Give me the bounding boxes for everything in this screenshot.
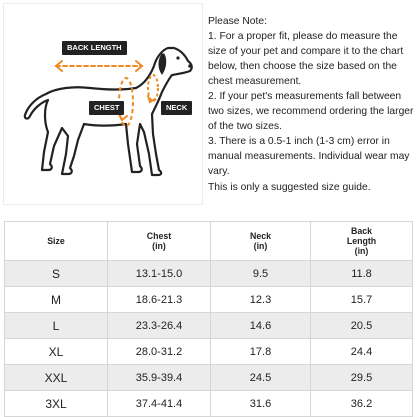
note-measurement-error: 3. There is a 0.5-1 inch (1-3 cm) error in manual measurements. Individual wear may vary. xyxy=(208,136,410,178)
cell-neck: 14.6 xyxy=(211,313,311,339)
cell-neck: 9.5 xyxy=(211,261,311,287)
table-row xyxy=(5,261,413,287)
header-back-length: Back Length (in) xyxy=(311,222,413,261)
table-header-row xyxy=(5,222,413,261)
header-size: Size xyxy=(5,222,108,261)
cell-neck: 12.3 xyxy=(211,287,311,313)
note-between-sizes: 2. If your pet's measurements fall between two sizes, we recommend ordering the larger of the two sizes. xyxy=(208,91,414,133)
header-neck: Neck (in) xyxy=(211,222,311,261)
note-suggested-guide: This is only a suggested size guide. xyxy=(208,181,371,193)
cell-back-length: 11.8 xyxy=(311,261,413,287)
cell-size: S xyxy=(5,261,108,287)
cell-chest: 37.4-41.4 xyxy=(108,391,211,417)
cell-back-length: 29.5 xyxy=(311,365,413,391)
cell-back-length: 20.5 xyxy=(311,313,413,339)
cell-chest: 23.3-26.4 xyxy=(108,313,211,339)
neck-label: NECK xyxy=(161,101,192,115)
size-chart-table xyxy=(4,221,413,417)
table-row xyxy=(5,339,413,365)
size-notes xyxy=(208,14,414,195)
notes-heading: Please Note: xyxy=(208,16,267,27)
back-length-label: BACK LENGTH xyxy=(62,41,127,55)
cell-size: XXL xyxy=(5,365,108,391)
measurement-diagram xyxy=(3,3,203,205)
cell-size: M xyxy=(5,287,108,313)
chest-label: CHEST xyxy=(89,101,124,115)
cell-size: XL xyxy=(5,339,108,365)
cell-neck: 31.6 xyxy=(211,391,311,417)
cell-back-length: 36.2 xyxy=(311,391,413,417)
cell-neck: 24.5 xyxy=(211,365,311,391)
table-row xyxy=(5,287,413,313)
cell-chest: 35.9-39.4 xyxy=(108,365,211,391)
table-row xyxy=(5,391,413,417)
cell-back-length: 24.4 xyxy=(311,339,413,365)
cell-back-length: 15.7 xyxy=(311,287,413,313)
table-row xyxy=(5,313,413,339)
header-chest: Chest (in) xyxy=(108,222,211,261)
cell-size: 3XL xyxy=(5,391,108,417)
table-row xyxy=(5,365,413,391)
cell-neck: 17.8 xyxy=(211,339,311,365)
cell-chest: 28.0-31.2 xyxy=(108,339,211,365)
cell-size: L xyxy=(5,313,108,339)
note-proper-fit: 1. For a proper fit, please do measure the size of your pet and compare it to the chart below, then choose the size based on the chest measurement. xyxy=(208,31,404,88)
cell-chest: 13.1-15.0 xyxy=(108,261,211,287)
cell-chest: 18.6-21.3 xyxy=(108,287,211,313)
